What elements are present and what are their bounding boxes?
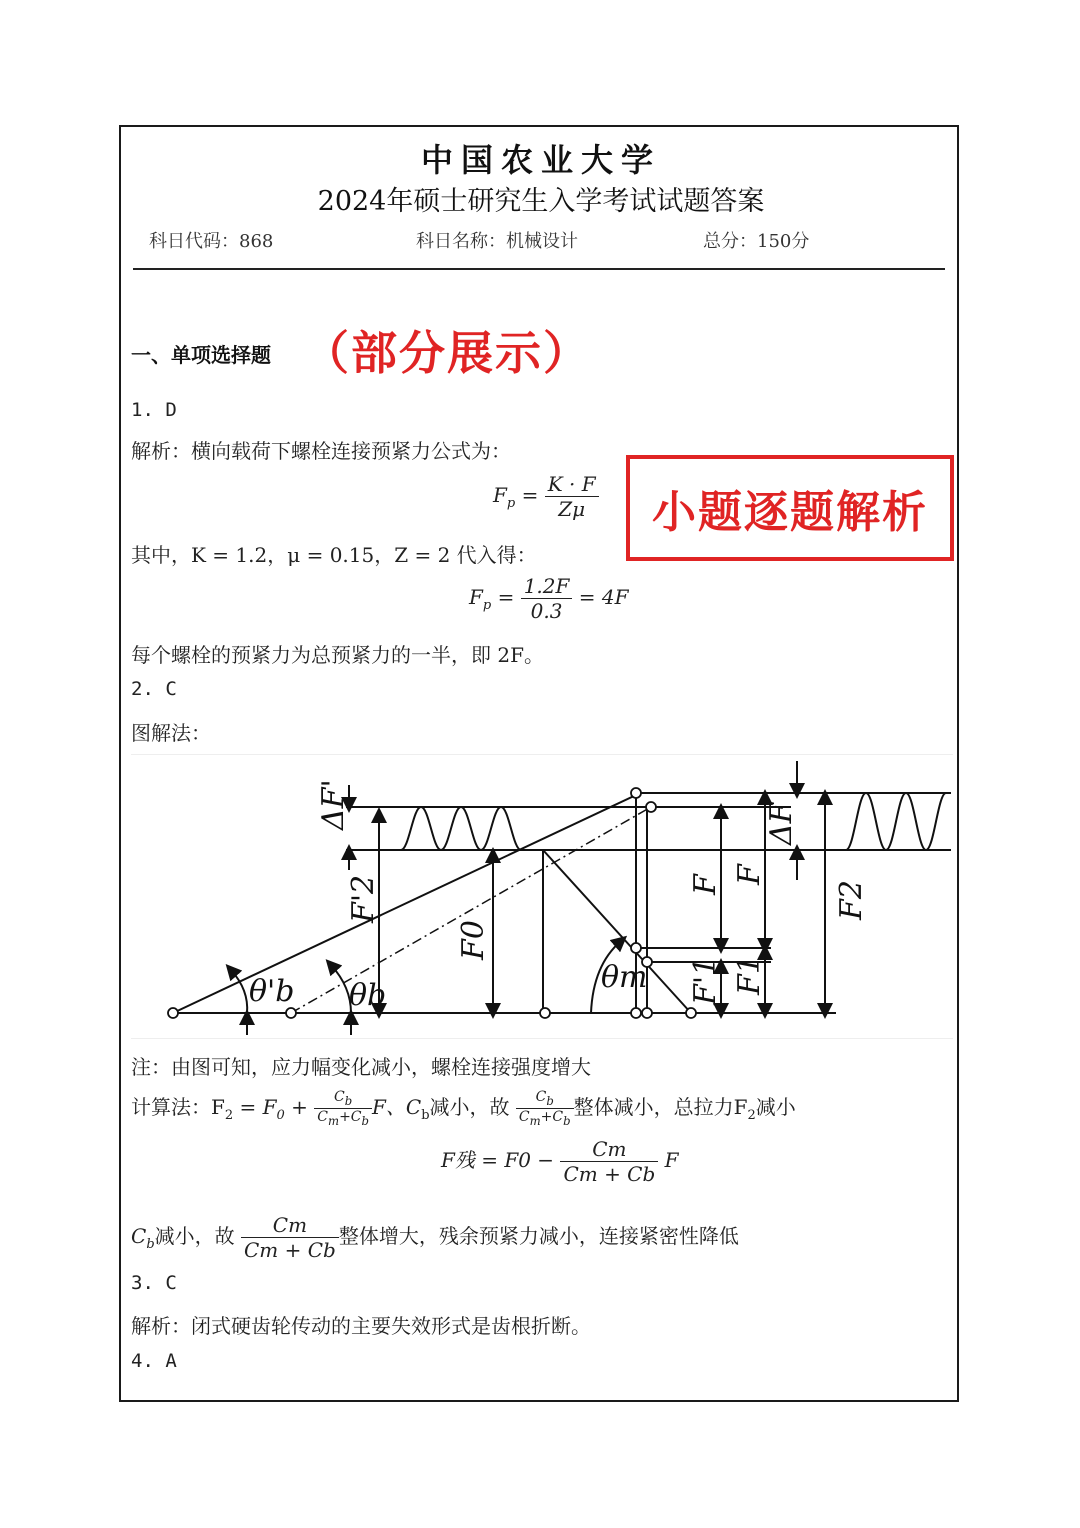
label-f2: F2 bbox=[834, 880, 869, 920]
q2-formula-residual bbox=[441, 1137, 679, 1186]
label-f2-prime: F'2 bbox=[346, 874, 381, 923]
q2-calc-line: 计算法：$F_2 = F_0$ + $\frac{C_b}{C_m+C_b}$ F、$C_b$减小，故 $\frac{C_b}{C_m+C_b}$ 整体减小，总拉力$F_2$减小 bbox=[131, 1089, 796, 1128]
formula1-numerator: K · F bbox=[545, 472, 599, 497]
formula3-lhs: F残 = F0 − bbox=[441, 1148, 555, 1172]
formula2-fraction bbox=[521, 574, 573, 623]
final-tail: 整体增大，残余预紧力减小，连接紧密性降低 bbox=[338, 1224, 739, 1248]
calc-text-2: 减小，故 bbox=[429, 1094, 510, 1119]
university-name: 中国农业大学 bbox=[420, 141, 661, 179]
q2-graph-method: 图解法： bbox=[131, 721, 211, 745]
formula1-denominator: Zμ bbox=[558, 497, 586, 521]
label-theta-b-prime: θ'b bbox=[249, 974, 295, 1009]
label-f0: F0 bbox=[456, 920, 491, 960]
formula2-numerator: 1.2F bbox=[521, 574, 573, 599]
calc-text-1: F、C bbox=[372, 1094, 422, 1119]
q1-analysis: 解析：横向载荷下螺栓连接预紧力公式为： bbox=[131, 439, 511, 463]
label-f-left: F bbox=[688, 874, 723, 895]
calc-text-3: 整体减小，总拉力F bbox=[573, 1094, 748, 1119]
bolt-stiffness-line bbox=[173, 795, 636, 1013]
label-theta-m: θm bbox=[601, 960, 648, 995]
q1-formula-2: $F_p$ = $\frac{1.2F}{0.3}$ = 4F bbox=[469, 574, 629, 623]
final-prefix: 减小，故 bbox=[154, 1224, 235, 1248]
q2-answer: 2. C bbox=[131, 678, 177, 700]
q2-note: 注：由图可知，应力幅变化减小，螺栓连接强度增大 bbox=[131, 1055, 591, 1079]
header-divider bbox=[133, 268, 945, 270]
q1-conclusion: 每个螺栓的预紧力为总预紧力的一半，即 2F。 bbox=[131, 643, 544, 667]
formula2-sub: p bbox=[482, 598, 492, 613]
q3-answer: 3. C bbox=[131, 1272, 177, 1294]
q1-answer: 1. D bbox=[131, 399, 177, 421]
formula1-lhs: F bbox=[493, 483, 507, 507]
q3-analysis: 解析：闭式硬齿轮传动的主要失效形式是齿根折断。 bbox=[131, 1314, 591, 1338]
formula3-numerator: Cm bbox=[560, 1137, 658, 1162]
calc-fraction-1: $\frac{C_b}{C_m+C_b}$ bbox=[314, 1089, 372, 1128]
calc-fraction-2: $\frac{C_b}{C_m+C_b}$ bbox=[516, 1089, 574, 1128]
exam-title: 2024年硕士研究生入学考试试题答案 bbox=[317, 186, 765, 217]
q4-answer: 4. A bbox=[131, 1350, 177, 1372]
formula1-sub: p bbox=[506, 496, 516, 511]
subject-name: 科日名称：机械设计 bbox=[416, 231, 578, 252]
formula3-denominator: Cm + Cb bbox=[563, 1162, 656, 1186]
subject-code: 科日代码：868 bbox=[149, 231, 274, 252]
label-f1: F1 bbox=[732, 955, 767, 995]
q1-formula-1: $F_p$ = $\frac{K \cdot F}{Z\mu}$ bbox=[493, 472, 599, 521]
analysis-stamp: 小题逐题解析 bbox=[626, 455, 954, 561]
section-title: 一、单项选择题 bbox=[131, 343, 271, 367]
label-theta-b: θb bbox=[349, 978, 387, 1013]
formula1-fraction bbox=[545, 472, 599, 521]
formula2-denominator: 0.3 bbox=[530, 599, 563, 623]
calc-text-4: 减小 bbox=[755, 1094, 796, 1119]
formula2-lhs: F bbox=[469, 585, 483, 609]
label-delta-f: ΔF bbox=[764, 802, 799, 845]
final-fraction: $\frac{Cm}{Cm + Cb}$ bbox=[241, 1213, 339, 1262]
label-delta-f-prime: ΔF' bbox=[316, 779, 351, 830]
partial-display-overlay: （部分展示） bbox=[303, 326, 591, 380]
answer-sheet bbox=[119, 125, 959, 1402]
total-score: 总分：150分 bbox=[703, 231, 810, 252]
formula3-fraction bbox=[560, 1137, 658, 1186]
bolt-force-deformation-diagram bbox=[131, 754, 953, 1039]
label-f1-prime: F'1 bbox=[688, 956, 723, 1005]
q2-final-line: $C_b$减小，故 $\frac{Cm}{Cm + Cb}$ 整体增大，残余预紧力减小，连接紧密性降低 bbox=[131, 1213, 739, 1262]
q1-given-values: 其中，K = 1.2，μ = 0.15，Z = 2 代入得： bbox=[131, 543, 537, 567]
formula3-tail: F bbox=[664, 1148, 679, 1172]
label-f-mid: F bbox=[732, 864, 767, 885]
calc-prefix: 计算法：F bbox=[131, 1094, 225, 1119]
formula2-rhs: = 4F bbox=[578, 585, 629, 609]
